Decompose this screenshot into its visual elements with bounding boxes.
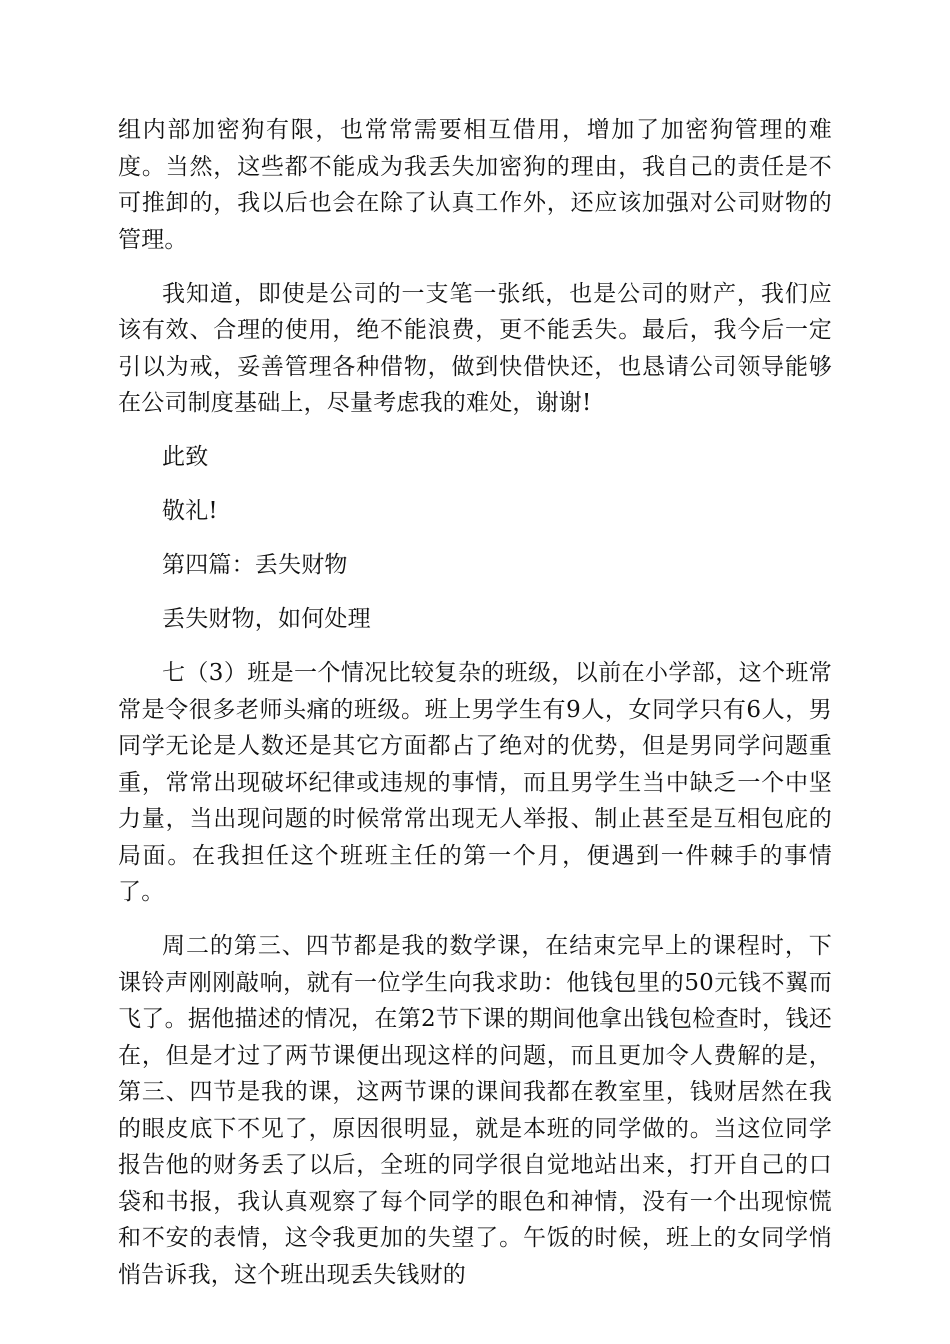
salutation-jingli: 敬礼! (162, 498, 218, 524)
paragraph-class-description: 七（3）班是一个情况比较复杂的班级，以前在小学部，这个班常常是令很多老师头痛的班级。班上男学生有9人，女同学只有6人，男同学无论是人数还是其它方面都占了绝对的优势，但是男同学问题重重，常常出现破坏纪律或违规的事情，而且男学生当中缺乏一个中坚力量，当出现问题的时候常常出现无人举报、制止甚至是互相包庇的局面。在我担任这个班班主任的第一个月，便遇到一件棘手的事情了。 (118, 660, 832, 905)
paragraph-incident: 周二的第三、四节都是我的数学课，在结束完早上的课程时，下课铃声刚刚敲响，就有一位学生向我求助：他钱包里的50元钱不翼而飞了。据他描述的情况，在第2节下课的期间他拿出钱包检查时，钱还在，但是才过了两节课便出现这样的问题，而且更加令人费解的是，第三、四节是我的课，这两节课的课间我都在教室里，钱财居然在我的眼皮底下不见了，原因很明显，就是本班的同学做的。当这位同学报告他的财务丢了以后，全班的同学很自觉地站出来，打开自己的口袋和书报，我认真观察了每个同学的眼色和神情，没有一个出现惊慌和不安的表情，这令我更加的失望了。午饭的时候，班上的女同学悄悄告诉我，这个班出现丢失钱财的 (118, 933, 832, 1288)
salutation-cizhi: 此致 (162, 444, 209, 470)
section-heading: 第四篇：丢失财物 (162, 552, 348, 578)
paragraph-closing-statement: 我知道，即使是公司的一支笔一张纸，也是公司的财产，我们应该有效、合理的使用，绝不能浪费，更不能丢失。最后，我今后一定引以为戒，妥善管理各种借物，做到快借快还，也恳请公司领导能够在公司制度基础上，尽量考虑我的难处，谢谢! (118, 280, 832, 416)
document-body (118, 112, 832, 1311)
section-subtitle: 丢失财物，如何处理 (162, 606, 371, 632)
paragraph-continued: 组内部加密狗有限，也常常需要相互借用，增加了加密狗管理的难度。当然，这些都不能成为我丢失加密狗的理由，我自己的责任是不可推卸的，我以后也会在除了认真工作外，还应该加强对公司财物的管理。 (118, 117, 832, 253)
